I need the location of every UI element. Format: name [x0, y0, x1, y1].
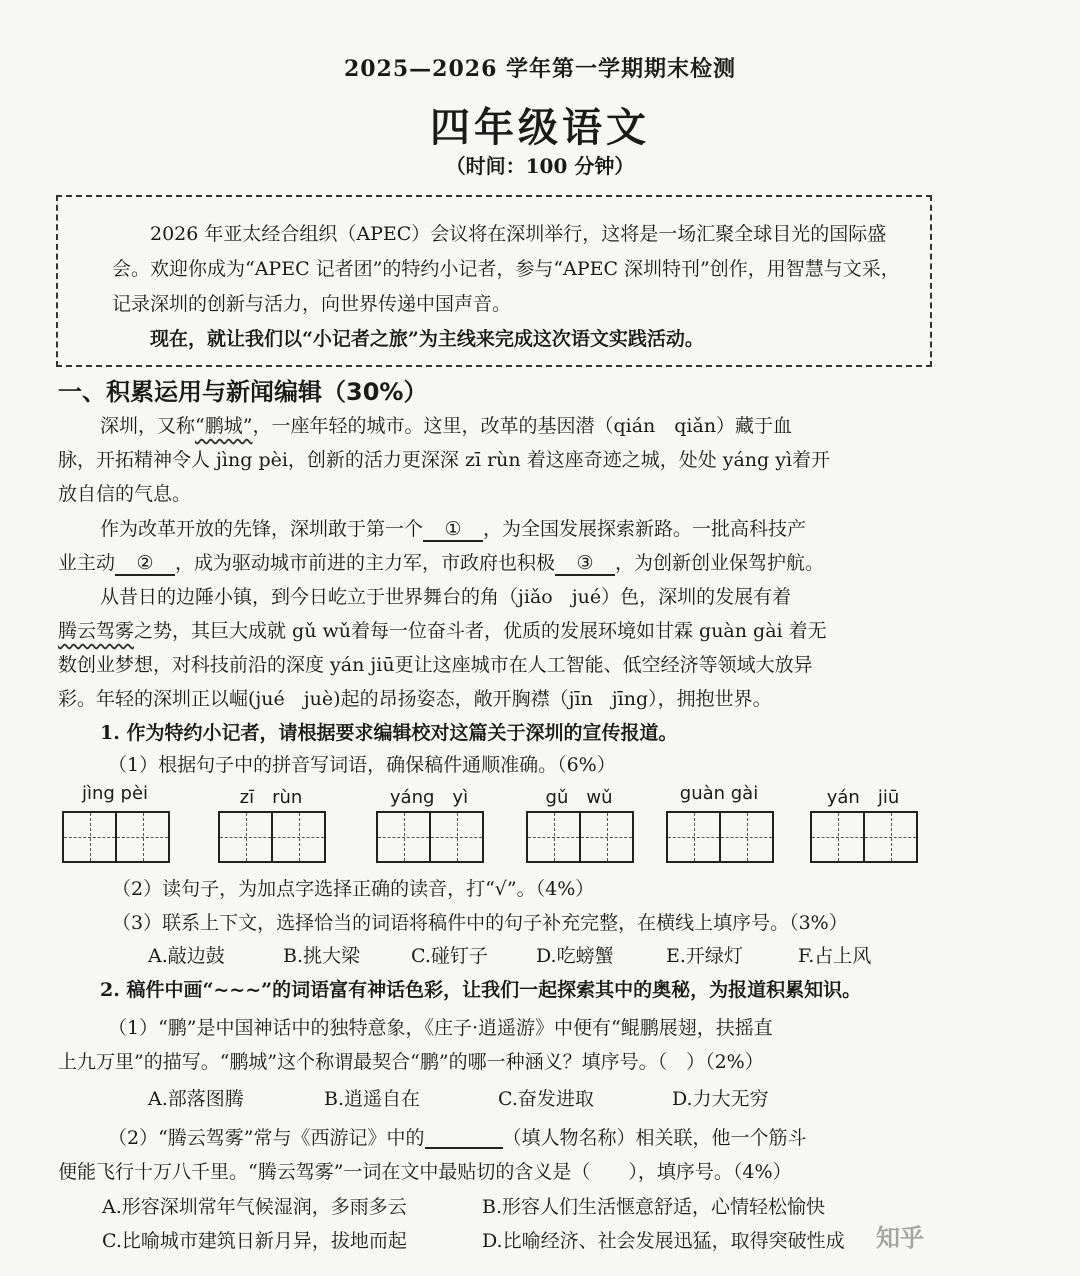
pinyin-label: gǔ wǔ [545, 787, 613, 808]
subject-title: 四年级语文 [430, 104, 650, 151]
passage-line-8: 数创业梦想，对科技前沿的深度 yán jiū更让这座城市在人工智能、低空经济等领域大放异 [58, 654, 813, 676]
option-item: C.碰钉子 [411, 945, 488, 967]
pinyin-label: yáng yì [389, 787, 469, 808]
option-item: F.占上风 [798, 945, 872, 967]
passage-line-2: 脉，开拓精神令人 jìng pèi，创新的活力更深深 zī rùn 着这座奇迹之城，处处 yáng yì着开 [58, 449, 831, 471]
exam-title: 2025—2026 学年第一学期期末检测 [343, 56, 737, 82]
answer-box[interactable] [376, 811, 484, 863]
intro-box [56, 195, 932, 367]
wavy-word-pengcheng: “鹏城” [195, 415, 253, 437]
option-item: D.力大无穷 [672, 1088, 769, 1110]
passage-line-7: 腾云驾雾之势，其巨大成就 gǔ wǔ着每一位奋斗者，优质的发展环境如甘霖 guàn gài 着无 [58, 620, 827, 642]
q2-2-options-row-2 [58, 1226, 1002, 1253]
intro-closing: 现在，就让我们以“小记者之旅”为主线来完成这次语文实践活动。 [150, 328, 704, 350]
question-1-2: （2）读句子，为加点字选择正确的读音，打“√”。（4%） [112, 878, 595, 900]
q2-2-options-row-1 [58, 1192, 1002, 1219]
pinyin-label: jìng pèi [81, 783, 149, 804]
answer-box[interactable] [526, 811, 634, 863]
zhihu-watermark: 知乎 [876, 1224, 924, 1252]
option-item: A.部落图腾 [148, 1088, 244, 1110]
option-item: B.形容人们生活惬意舒适，心情轻松愉快 [482, 1196, 826, 1218]
passage-line-6: 从昔日的边陲小镇，到今日屹立于世界舞台的角（jiǎo jué）色，深圳的发展有着 [100, 586, 792, 608]
question-2-2-a: （2）“腾云驾雾”常与《西游记》中的 （填人物名称）相关联，他一个筋斗 [108, 1127, 807, 1149]
answer-grid-row [60, 783, 960, 871]
question-1-1: （1）根据句子中的拼音写词语，确保稿件通顺准确。（6%） [108, 754, 616, 776]
question-1: 1. 作为特约小记者，请根据要求编辑校对这篇关于深圳的宣传报道。 [100, 722, 678, 744]
wavy-word-tengyun: 腾云驾雾 [58, 620, 135, 642]
answer-box[interactable] [810, 811, 918, 863]
question-2-1-a: （1）“鹏”是中国神话中的独特意象，《庄子·逍遥游》中便有“鲲鹏展翅，扶摇直 [108, 1017, 773, 1039]
option-item: D.比喻经济、社会发展迅猛，取得突破性成 [482, 1230, 845, 1252]
blank-1[interactable]: ① [423, 518, 483, 542]
pinyin-label: zī rùn [239, 787, 303, 808]
option-item: C.比喻城市建筑日新月异，拔地而起 [102, 1230, 407, 1252]
question-2-1-b: 上九万里”的描写。“鹏城”这个称谓最契合“鹏”的哪一种涵义？填序号。（ ）（2%） [58, 1051, 764, 1073]
blank-2[interactable]: ② [115, 552, 175, 576]
option-item: A.敲边鼓 [148, 945, 225, 967]
intro-paragraph: 2026 年亚太经合组织（APEC）会议将在深圳举行，这将是一场汇聚全球目光的国际盛会。欢迎你成为“APEC 记者团”的特约小记者，参与“APEC 深圳特刊”创作，用智慧与文采，记录深圳的创新与活力，向世界传递中国声音。 [112, 223, 900, 315]
q2-1-options [148, 1084, 769, 1111]
passage-line-4: 作为改革开放的先锋，深圳敢于第一个 ① ，为全国发展探索新路。一批高科技产 [100, 518, 807, 540]
passage-line-1: 深圳，又称“鹏城”，一座年轻的城市。这里，改革的基因潜（qián qiǎn）藏于血 [100, 415, 793, 437]
answer-group-5 [664, 783, 774, 809]
passage-line-3: 放自信的气息。 [58, 483, 192, 505]
pinyin-label: guàn gài [679, 783, 759, 804]
pinyin-label: yán jiū [826, 787, 900, 808]
option-item: E.开绿灯 [666, 945, 743, 967]
answer-box[interactable] [218, 811, 326, 863]
passage-line-5: 业主动 ② ，成为驱动城市前进的主力军，市政府也积极 ③ ，为创新创业保驾护航。 [58, 552, 825, 574]
question-2: 2. 稿件中画“~~~”的词语富有神话色彩，让我们一起探索其中的奥秘，为报道积累知识。 [100, 979, 862, 1001]
option-item: A.形容深圳常年气候湿润，多雨多云 [102, 1196, 407, 1218]
question-1-3: （3）联系上下文，选择恰当的词语将稿件中的句子补充完整，在横线上填序号。（3%） [112, 912, 848, 934]
answer-box[interactable] [62, 811, 170, 863]
answer-group-6 [808, 783, 918, 809]
answer-group-2 [216, 783, 326, 809]
answer-group-3 [374, 783, 484, 809]
option-item: D.吃螃蟹 [536, 945, 614, 967]
blank-character-name[interactable] [425, 1129, 503, 1149]
exam-duration: （时间：100 分钟） [445, 154, 635, 178]
answer-group-4 [524, 783, 634, 809]
question-2-2-b: 便能飞行十万八千里。“腾云驾雾”一词在文中最贴切的含义是（ ），填序号。（4%） [58, 1161, 792, 1183]
answer-group-1 [60, 783, 170, 809]
answer-box[interactable] [666, 811, 774, 863]
passage-line-9: 彩。年轻的深圳正以崛(jué juè)起的昂扬姿态，敞开胸襟（jīn jīng），拥抱世界。 [58, 688, 772, 710]
section-title: 一、积累运用与新闻编辑（30%） [58, 378, 428, 406]
option-item: B.逍遥自在 [324, 1088, 421, 1110]
q1-3-options [148, 941, 871, 968]
blank-3[interactable]: ③ [555, 552, 615, 576]
option-item: C.奋发进取 [498, 1088, 594, 1110]
option-item: B.挑大梁 [283, 945, 361, 967]
